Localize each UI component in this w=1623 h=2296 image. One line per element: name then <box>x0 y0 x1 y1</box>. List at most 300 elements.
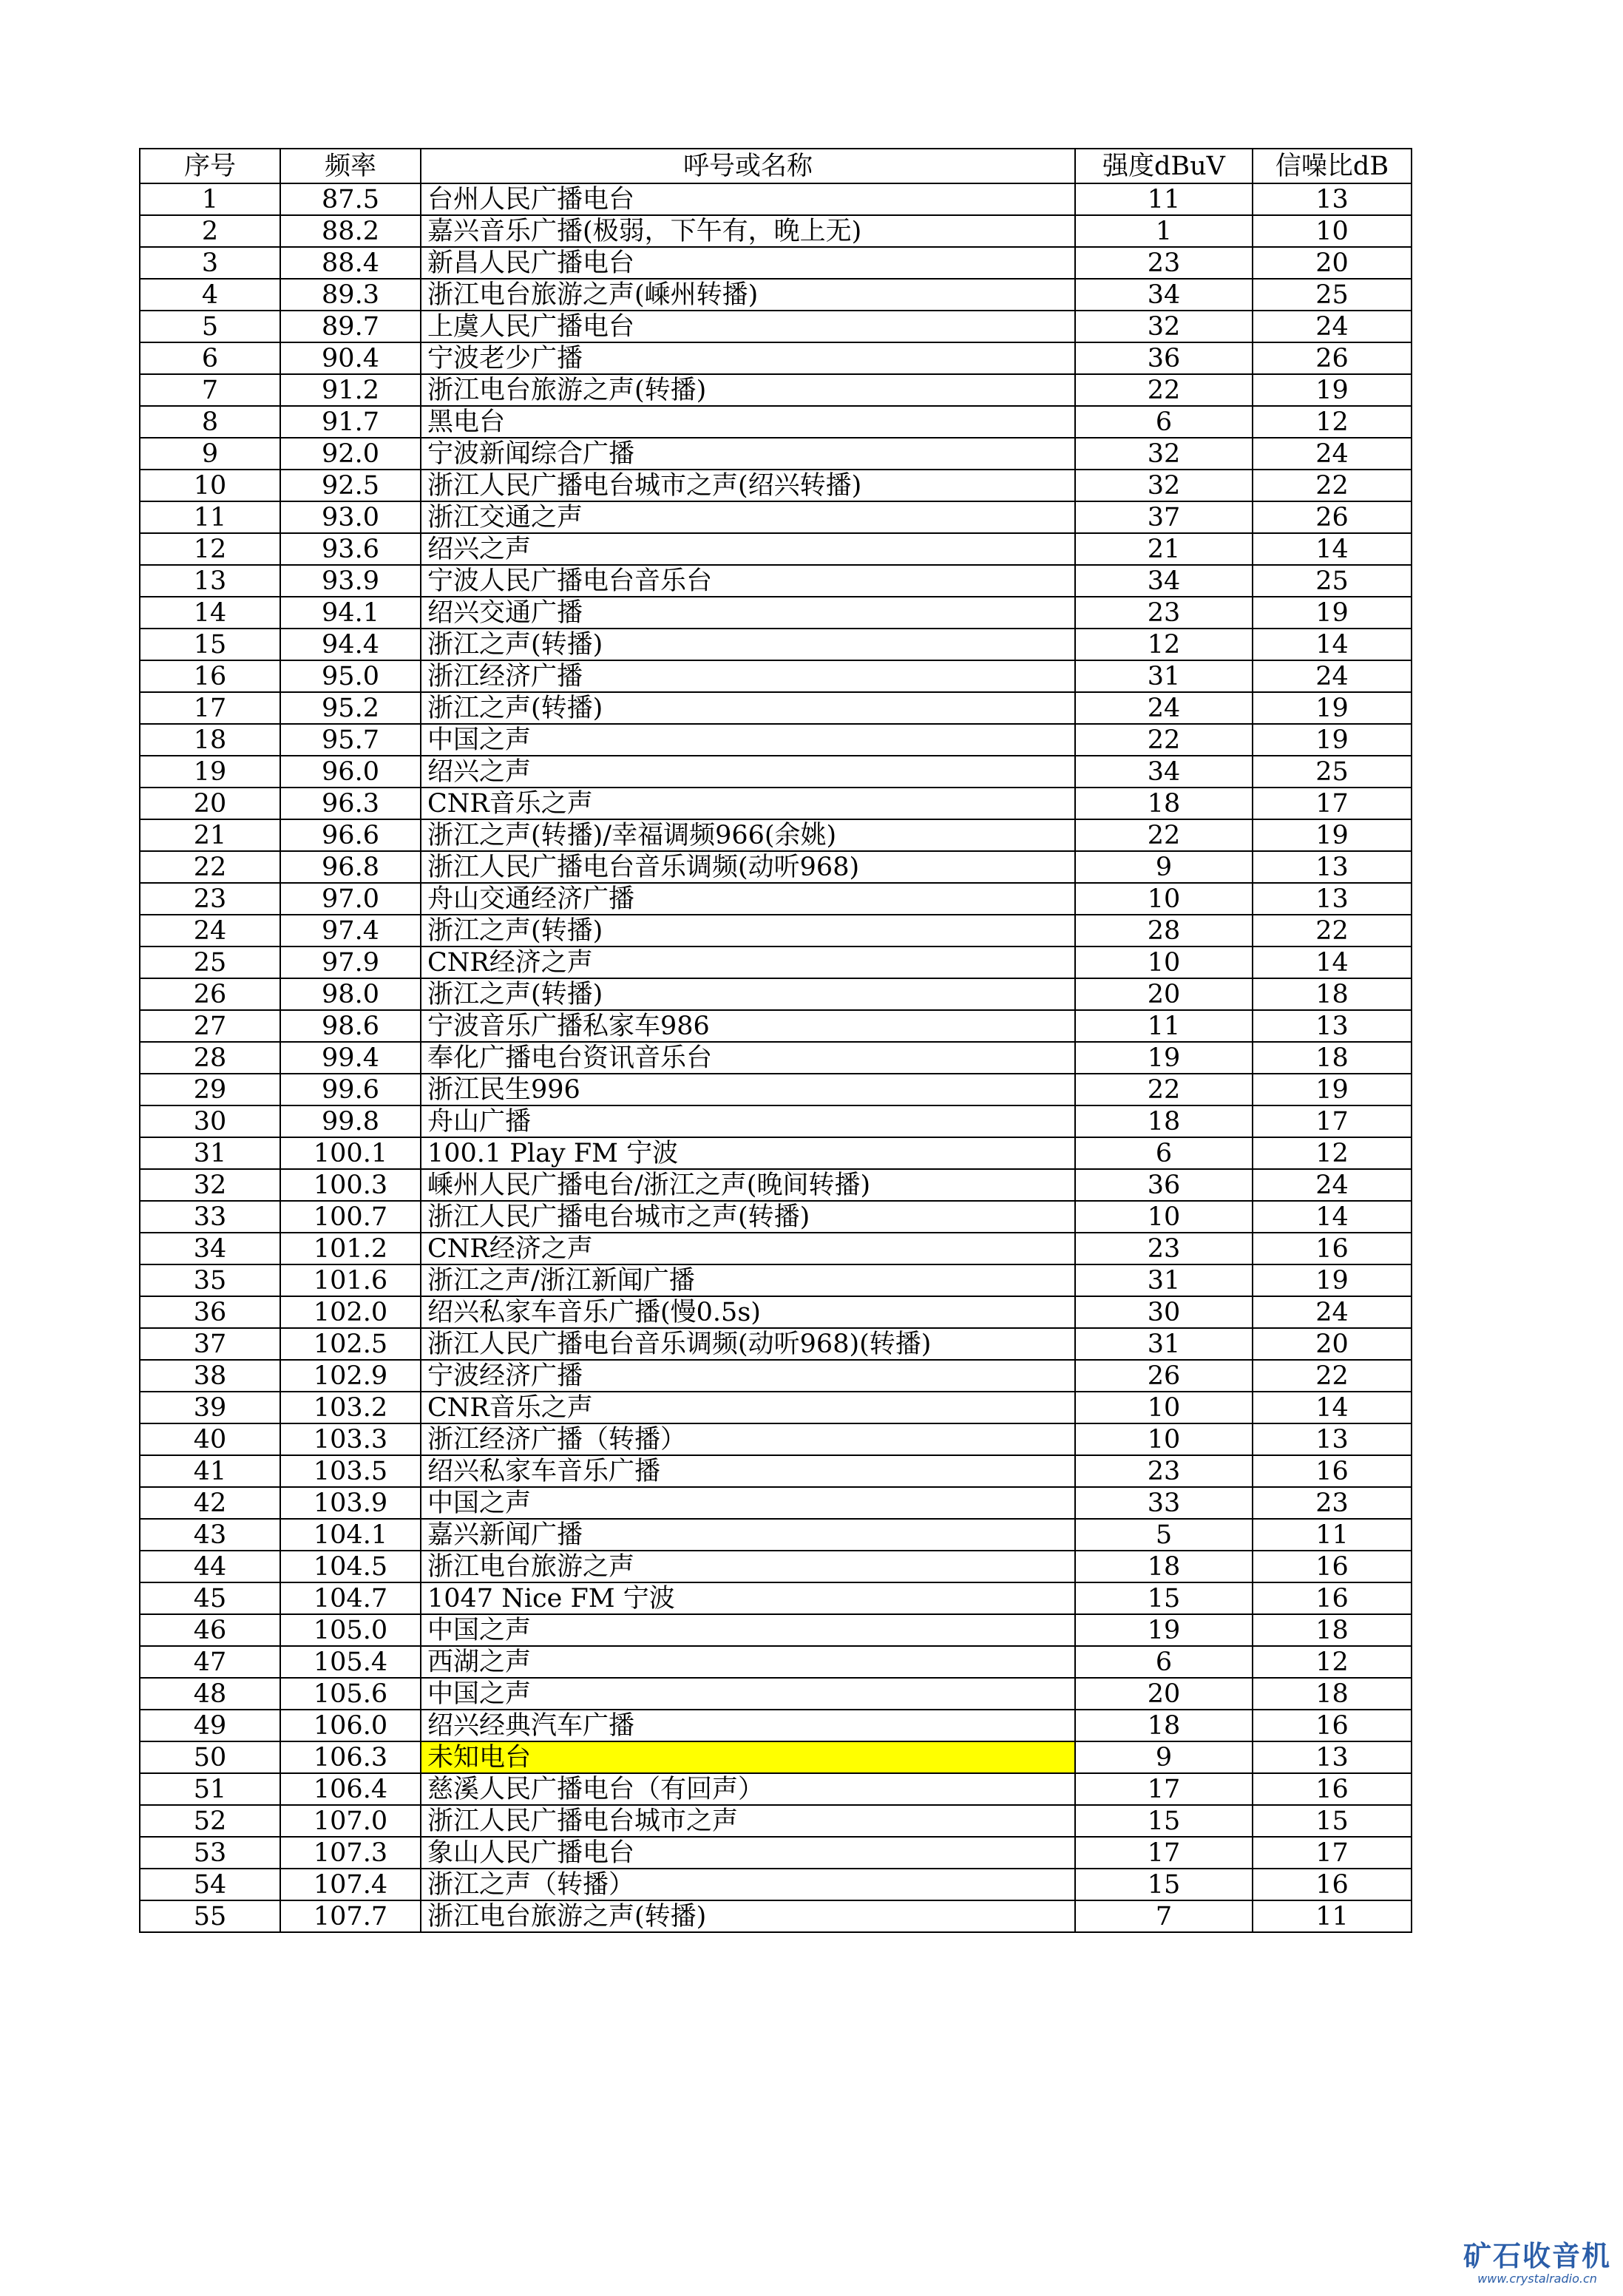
station-table <box>139 148 1412 1933</box>
cell-snr: 16 <box>1253 1710 1412 1741</box>
cell-no: 29 <box>140 1074 280 1105</box>
cell-frequency: 102.9 <box>280 1360 421 1392</box>
cell-frequency: 89.7 <box>280 311 421 342</box>
cell-snr: 18 <box>1253 978 1412 1010</box>
cell-station-name: 未知电台 <box>421 1741 1075 1773</box>
table-row <box>140 1169 1412 1201</box>
cell-frequency: 100.3 <box>280 1169 421 1201</box>
cell-strength: 23 <box>1075 1455 1253 1487</box>
cell-station-name: 嘉兴新闻广播 <box>421 1519 1075 1551</box>
cell-frequency: 106.0 <box>280 1710 421 1741</box>
table-row <box>140 597 1412 629</box>
table-row <box>140 756 1412 788</box>
cell-frequency: 107.7 <box>280 1900 421 1932</box>
cell-snr: 24 <box>1253 438 1412 470</box>
cell-snr: 19 <box>1253 374 1412 406</box>
cell-no: 10 <box>140 470 280 501</box>
cell-station-name: 舟山广播 <box>421 1105 1075 1137</box>
cell-snr: 13 <box>1253 883 1412 915</box>
cell-no: 26 <box>140 978 280 1010</box>
cell-strength: 24 <box>1075 692 1253 724</box>
cell-no: 49 <box>140 1710 280 1741</box>
table-row <box>140 1010 1412 1042</box>
cell-frequency: 95.7 <box>280 724 421 756</box>
cell-station-name: 上虞人民广播电台 <box>421 311 1075 342</box>
table-row <box>140 279 1412 311</box>
cell-station-name: 嵊州人民广播电台/浙江之声(晚间转播) <box>421 1169 1075 1201</box>
cell-strength: 10 <box>1075 946 1253 978</box>
cell-snr: 17 <box>1253 1837 1412 1869</box>
cell-strength: 23 <box>1075 597 1253 629</box>
cell-frequency: 106.3 <box>280 1741 421 1773</box>
table-row <box>140 1900 1412 1932</box>
cell-frequency: 93.0 <box>280 501 421 533</box>
header-no: 序号 <box>140 149 280 183</box>
table-row <box>140 1805 1412 1837</box>
cell-no: 5 <box>140 311 280 342</box>
table-row <box>140 470 1412 501</box>
cell-no: 52 <box>140 1805 280 1837</box>
table-row <box>140 1423 1412 1455</box>
cell-frequency: 96.6 <box>280 819 421 851</box>
cell-frequency: 95.0 <box>280 660 421 692</box>
cell-snr: 13 <box>1253 1741 1412 1773</box>
cell-strength: 32 <box>1075 470 1253 501</box>
table-row <box>140 1296 1412 1328</box>
cell-strength: 19 <box>1075 1042 1253 1074</box>
cell-station-name: 浙江电台旅游之声 <box>421 1551 1075 1582</box>
cell-snr: 24 <box>1253 660 1412 692</box>
cell-strength: 20 <box>1075 978 1253 1010</box>
cell-strength: 5 <box>1075 1519 1253 1551</box>
cell-station-name: 象山人民广播电台 <box>421 1837 1075 1869</box>
cell-snr: 12 <box>1253 1137 1412 1169</box>
cell-snr: 15 <box>1253 1805 1412 1837</box>
cell-station-name: 浙江人民广播电台城市之声(绍兴转播) <box>421 470 1075 501</box>
cell-snr: 14 <box>1253 533 1412 565</box>
cell-frequency: 89.3 <box>280 279 421 311</box>
cell-strength: 9 <box>1075 851 1253 883</box>
cell-frequency: 102.0 <box>280 1296 421 1328</box>
cell-strength: 34 <box>1075 756 1253 788</box>
cell-snr: 19 <box>1253 1074 1412 1105</box>
cell-frequency: 103.2 <box>280 1392 421 1423</box>
cell-strength: 32 <box>1075 438 1253 470</box>
cell-no: 18 <box>140 724 280 756</box>
cell-station-name: 奉化广播电台资讯音乐台 <box>421 1042 1075 1074</box>
cell-station-name: 绍兴交通广播 <box>421 597 1075 629</box>
cell-no: 4 <box>140 279 280 311</box>
cell-frequency: 94.1 <box>280 597 421 629</box>
cell-snr: 26 <box>1253 501 1412 533</box>
cell-strength: 26 <box>1075 1360 1253 1392</box>
cell-snr: 13 <box>1253 851 1412 883</box>
cell-frequency: 90.4 <box>280 342 421 374</box>
cell-strength: 32 <box>1075 311 1253 342</box>
cell-frequency: 104.7 <box>280 1582 421 1614</box>
cell-no: 9 <box>140 438 280 470</box>
table-row <box>140 342 1412 374</box>
table-row <box>140 311 1412 342</box>
header-strength: 强度dBuV <box>1075 149 1253 183</box>
cell-no: 6 <box>140 342 280 374</box>
cell-snr: 22 <box>1253 915 1412 946</box>
cell-strength: 37 <box>1075 501 1253 533</box>
cell-no: 51 <box>140 1773 280 1805</box>
table-row <box>140 1392 1412 1423</box>
table-row <box>140 819 1412 851</box>
table-row <box>140 533 1412 565</box>
cell-snr: 16 <box>1253 1233 1412 1264</box>
cell-frequency: 98.0 <box>280 978 421 1010</box>
table-row <box>140 406 1412 438</box>
cell-station-name: 黑电台 <box>421 406 1075 438</box>
cell-station-name: 浙江电台旅游之声(转播) <box>421 374 1075 406</box>
cell-frequency: 103.3 <box>280 1423 421 1455</box>
cell-frequency: 100.7 <box>280 1201 421 1233</box>
table-row <box>140 692 1412 724</box>
cell-strength: 31 <box>1075 1264 1253 1296</box>
cell-strength: 15 <box>1075 1805 1253 1837</box>
cell-frequency: 92.0 <box>280 438 421 470</box>
cell-strength: 10 <box>1075 1201 1253 1233</box>
cell-snr: 24 <box>1253 1169 1412 1201</box>
table-row <box>140 915 1412 946</box>
table-row <box>140 629 1412 660</box>
cell-frequency: 101.6 <box>280 1264 421 1296</box>
table-row <box>140 1455 1412 1487</box>
cell-frequency: 99.8 <box>280 1105 421 1137</box>
cell-strength: 28 <box>1075 915 1253 946</box>
cell-snr: 14 <box>1253 629 1412 660</box>
cell-no: 19 <box>140 756 280 788</box>
cell-station-name: 宁波人民广播电台音乐台 <box>421 565 1075 597</box>
table-row <box>140 946 1412 978</box>
cell-snr: 11 <box>1253 1900 1412 1932</box>
cell-no: 30 <box>140 1105 280 1137</box>
cell-frequency: 91.7 <box>280 406 421 438</box>
cell-station-name: 绍兴之声 <box>421 756 1075 788</box>
cell-strength: 22 <box>1075 724 1253 756</box>
watermark-url: www.crystalradio.cn <box>1477 2272 1597 2286</box>
cell-station-name: 浙江之声(转播) <box>421 692 1075 724</box>
table-row <box>140 1710 1412 1741</box>
cell-frequency: 105.6 <box>280 1678 421 1710</box>
cell-frequency: 98.6 <box>280 1010 421 1042</box>
cell-station-name: 绍兴私家车音乐广播(慢0.5s) <box>421 1296 1075 1328</box>
cell-snr: 20 <box>1253 1328 1412 1360</box>
cell-strength: 18 <box>1075 788 1253 819</box>
cell-strength: 30 <box>1075 1296 1253 1328</box>
cell-snr: 19 <box>1253 724 1412 756</box>
cell-strength: 34 <box>1075 565 1253 597</box>
cell-station-name: 新昌人民广播电台 <box>421 247 1075 279</box>
cell-strength: 7 <box>1075 1900 1253 1932</box>
cell-frequency: 87.5 <box>280 183 421 215</box>
cell-strength: 19 <box>1075 1614 1253 1646</box>
cell-no: 32 <box>140 1169 280 1201</box>
cell-no: 14 <box>140 597 280 629</box>
cell-snr: 19 <box>1253 692 1412 724</box>
cell-snr: 22 <box>1253 470 1412 501</box>
cell-frequency: 99.4 <box>280 1042 421 1074</box>
table-row <box>140 215 1412 247</box>
cell-no: 13 <box>140 565 280 597</box>
table-row <box>140 1264 1412 1296</box>
cell-station-name: 100.1 Play FM 宁波 <box>421 1137 1075 1169</box>
cell-station-name: 浙江民生996 <box>421 1074 1075 1105</box>
cell-no: 33 <box>140 1201 280 1233</box>
cell-no: 24 <box>140 915 280 946</box>
cell-no: 31 <box>140 1137 280 1169</box>
header-name: 呼号或名称 <box>421 149 1075 183</box>
cell-frequency: 97.9 <box>280 946 421 978</box>
cell-station-name: 宁波经济广播 <box>421 1360 1075 1392</box>
cell-strength: 21 <box>1075 533 1253 565</box>
cell-no: 36 <box>140 1296 280 1328</box>
cell-no: 34 <box>140 1233 280 1264</box>
cell-snr: 25 <box>1253 565 1412 597</box>
table-row <box>140 724 1412 756</box>
cell-snr: 16 <box>1253 1455 1412 1487</box>
cell-frequency: 107.3 <box>280 1837 421 1869</box>
cell-station-name: 浙江之声(转播) <box>421 978 1075 1010</box>
cell-strength: 20 <box>1075 1678 1253 1710</box>
cell-frequency: 105.0 <box>280 1614 421 1646</box>
cell-snr: 18 <box>1253 1042 1412 1074</box>
cell-station-name: 宁波老少广播 <box>421 342 1075 374</box>
cell-no: 12 <box>140 533 280 565</box>
cell-strength: 23 <box>1075 1233 1253 1264</box>
table-row <box>140 978 1412 1010</box>
cell-snr: 25 <box>1253 756 1412 788</box>
cell-frequency: 103.5 <box>280 1455 421 1487</box>
cell-no: 55 <box>140 1900 280 1932</box>
table-row <box>140 1678 1412 1710</box>
cell-frequency: 102.5 <box>280 1328 421 1360</box>
cell-no: 41 <box>140 1455 280 1487</box>
table-row <box>140 1360 1412 1392</box>
cell-snr: 13 <box>1253 1423 1412 1455</box>
table-row <box>140 1614 1412 1646</box>
table-row <box>140 1837 1412 1869</box>
cell-no: 37 <box>140 1328 280 1360</box>
cell-no: 8 <box>140 406 280 438</box>
cell-frequency: 93.9 <box>280 565 421 597</box>
cell-strength: 31 <box>1075 1328 1253 1360</box>
table-row <box>140 565 1412 597</box>
cell-no: 35 <box>140 1264 280 1296</box>
cell-frequency: 97.0 <box>280 883 421 915</box>
table-row <box>140 1582 1412 1614</box>
cell-station-name: 浙江之声（转播） <box>421 1869 1075 1900</box>
cell-station-name: 台州人民广播电台 <box>421 183 1075 215</box>
cell-strength: 17 <box>1075 1837 1253 1869</box>
table-row <box>140 1042 1412 1074</box>
cell-strength: 17 <box>1075 1773 1253 1805</box>
cell-strength: 34 <box>1075 279 1253 311</box>
cell-station-name: 慈溪人民广播电台（有回声） <box>421 1773 1075 1805</box>
cell-strength: 23 <box>1075 247 1253 279</box>
table-row <box>140 851 1412 883</box>
cell-station-name: 舟山交通经济广播 <box>421 883 1075 915</box>
cell-station-name: 中国之声 <box>421 1614 1075 1646</box>
table-row <box>140 883 1412 915</box>
table-row <box>140 247 1412 279</box>
cell-no: 38 <box>140 1360 280 1392</box>
cell-strength: 11 <box>1075 183 1253 215</box>
cell-frequency: 107.4 <box>280 1869 421 1900</box>
cell-snr: 18 <box>1253 1678 1412 1710</box>
cell-station-name: 绍兴经典汽车广播 <box>421 1710 1075 1741</box>
cell-no: 47 <box>140 1646 280 1678</box>
cell-station-name: 1047 Nice FM 宁波 <box>421 1582 1075 1614</box>
table-row <box>140 1773 1412 1805</box>
cell-no: 16 <box>140 660 280 692</box>
cell-snr: 26 <box>1253 342 1412 374</box>
cell-strength: 31 <box>1075 660 1253 692</box>
cell-snr: 19 <box>1253 819 1412 851</box>
table-row <box>140 374 1412 406</box>
cell-frequency: 96.0 <box>280 756 421 788</box>
cell-strength: 1 <box>1075 215 1253 247</box>
table-row <box>140 1551 1412 1582</box>
cell-snr: 24 <box>1253 1296 1412 1328</box>
cell-no: 53 <box>140 1837 280 1869</box>
watermark-title: 矿石收音机 <box>1463 2240 1611 2272</box>
table-row <box>140 501 1412 533</box>
cell-snr: 10 <box>1253 215 1412 247</box>
header-frequency: 频率 <box>280 149 421 183</box>
cell-station-name: 西湖之声 <box>421 1646 1075 1678</box>
header-snr: 信噪比dB <box>1253 149 1412 183</box>
cell-snr: 16 <box>1253 1551 1412 1582</box>
cell-snr: 14 <box>1253 1392 1412 1423</box>
cell-snr: 16 <box>1253 1773 1412 1805</box>
cell-strength: 22 <box>1075 374 1253 406</box>
cell-station-name: 浙江电台旅游之声(嵊州转播) <box>421 279 1075 311</box>
cell-frequency: 96.8 <box>280 851 421 883</box>
cell-snr: 17 <box>1253 1105 1412 1137</box>
cell-frequency: 101.2 <box>280 1233 421 1264</box>
cell-station-name: 绍兴之声 <box>421 533 1075 565</box>
table-row <box>140 183 1412 215</box>
cell-snr: 14 <box>1253 946 1412 978</box>
cell-frequency: 91.2 <box>280 374 421 406</box>
cell-frequency: 96.3 <box>280 788 421 819</box>
cell-frequency: 95.2 <box>280 692 421 724</box>
cell-no: 2 <box>140 215 280 247</box>
cell-snr: 19 <box>1253 597 1412 629</box>
cell-no: 25 <box>140 946 280 978</box>
cell-strength: 6 <box>1075 1646 1253 1678</box>
cell-station-name: 浙江人民广播电台音乐调频(动听968) <box>421 851 1075 883</box>
cell-no: 50 <box>140 1741 280 1773</box>
cell-station-name: 浙江经济广播（转播） <box>421 1423 1075 1455</box>
cell-strength: 36 <box>1075 1169 1253 1201</box>
table-row <box>140 788 1412 819</box>
cell-strength: 15 <box>1075 1869 1253 1900</box>
cell-station-name: 宁波音乐广播私家车986 <box>421 1010 1075 1042</box>
cell-frequency: 88.2 <box>280 215 421 247</box>
cell-strength: 10 <box>1075 1423 1253 1455</box>
cell-frequency: 88.4 <box>280 247 421 279</box>
cell-strength: 15 <box>1075 1582 1253 1614</box>
cell-strength: 11 <box>1075 1010 1253 1042</box>
table-row <box>140 1105 1412 1137</box>
cell-station-name: 浙江人民广播电台城市之声(转播) <box>421 1201 1075 1233</box>
watermark-logo <box>1463 2240 1611 2286</box>
cell-frequency: 97.4 <box>280 915 421 946</box>
cell-frequency: 93.6 <box>280 533 421 565</box>
cell-no: 21 <box>140 819 280 851</box>
cell-snr: 13 <box>1253 1010 1412 1042</box>
cell-station-name: 浙江人民广播电台音乐调频(动听968)(转播) <box>421 1328 1075 1360</box>
cell-station-name: 浙江电台旅游之声(转播) <box>421 1900 1075 1932</box>
cell-no: 48 <box>140 1678 280 1710</box>
cell-strength: 12 <box>1075 629 1253 660</box>
table-row <box>140 660 1412 692</box>
cell-no: 15 <box>140 629 280 660</box>
cell-strength: 36 <box>1075 342 1253 374</box>
cell-no: 39 <box>140 1392 280 1423</box>
cell-no: 7 <box>140 374 280 406</box>
cell-station-name: 浙江之声(转播)/幸福调频966(余姚) <box>421 819 1075 851</box>
cell-no: 22 <box>140 851 280 883</box>
cell-station-name: 浙江交通之声 <box>421 501 1075 533</box>
cell-station-name: 嘉兴音乐广播(极弱，下午有，晚上无) <box>421 215 1075 247</box>
cell-snr: 13 <box>1253 183 1412 215</box>
table-row <box>140 1869 1412 1900</box>
cell-station-name: 浙江经济广播 <box>421 660 1075 692</box>
cell-station-name: 浙江之声/浙江新闻广播 <box>421 1264 1075 1296</box>
cell-strength: 22 <box>1075 819 1253 851</box>
cell-frequency: 107.0 <box>280 1805 421 1837</box>
cell-snr: 25 <box>1253 279 1412 311</box>
cell-snr: 16 <box>1253 1869 1412 1900</box>
cell-no: 54 <box>140 1869 280 1900</box>
table-body <box>140 183 1412 1932</box>
cell-station-name: 中国之声 <box>421 1487 1075 1519</box>
cell-frequency: 94.4 <box>280 629 421 660</box>
cell-no: 17 <box>140 692 280 724</box>
table-row <box>140 1646 1412 1678</box>
cell-strength: 10 <box>1075 1392 1253 1423</box>
cell-frequency: 92.5 <box>280 470 421 501</box>
cell-strength: 9 <box>1075 1741 1253 1773</box>
cell-snr: 18 <box>1253 1614 1412 1646</box>
table-row <box>140 1201 1412 1233</box>
cell-strength: 18 <box>1075 1105 1253 1137</box>
cell-station-name: CNR音乐之声 <box>421 788 1075 819</box>
table-row <box>140 1137 1412 1169</box>
cell-no: 46 <box>140 1614 280 1646</box>
table-row <box>140 1074 1412 1105</box>
cell-no: 28 <box>140 1042 280 1074</box>
cell-station-name: 绍兴私家车音乐广播 <box>421 1455 1075 1487</box>
cell-snr: 24 <box>1253 311 1412 342</box>
table-row <box>140 1741 1412 1773</box>
cell-frequency: 106.4 <box>280 1773 421 1805</box>
cell-snr: 23 <box>1253 1487 1412 1519</box>
cell-frequency: 100.1 <box>280 1137 421 1169</box>
cell-frequency: 105.4 <box>280 1646 421 1678</box>
cell-station-name: 浙江之声(转播) <box>421 629 1075 660</box>
cell-station-name: 浙江人民广播电台城市之声 <box>421 1805 1075 1837</box>
cell-station-name: CNR经济之声 <box>421 946 1075 978</box>
cell-frequency: 104.5 <box>280 1551 421 1582</box>
cell-station-name: 宁波新闻综合广播 <box>421 438 1075 470</box>
